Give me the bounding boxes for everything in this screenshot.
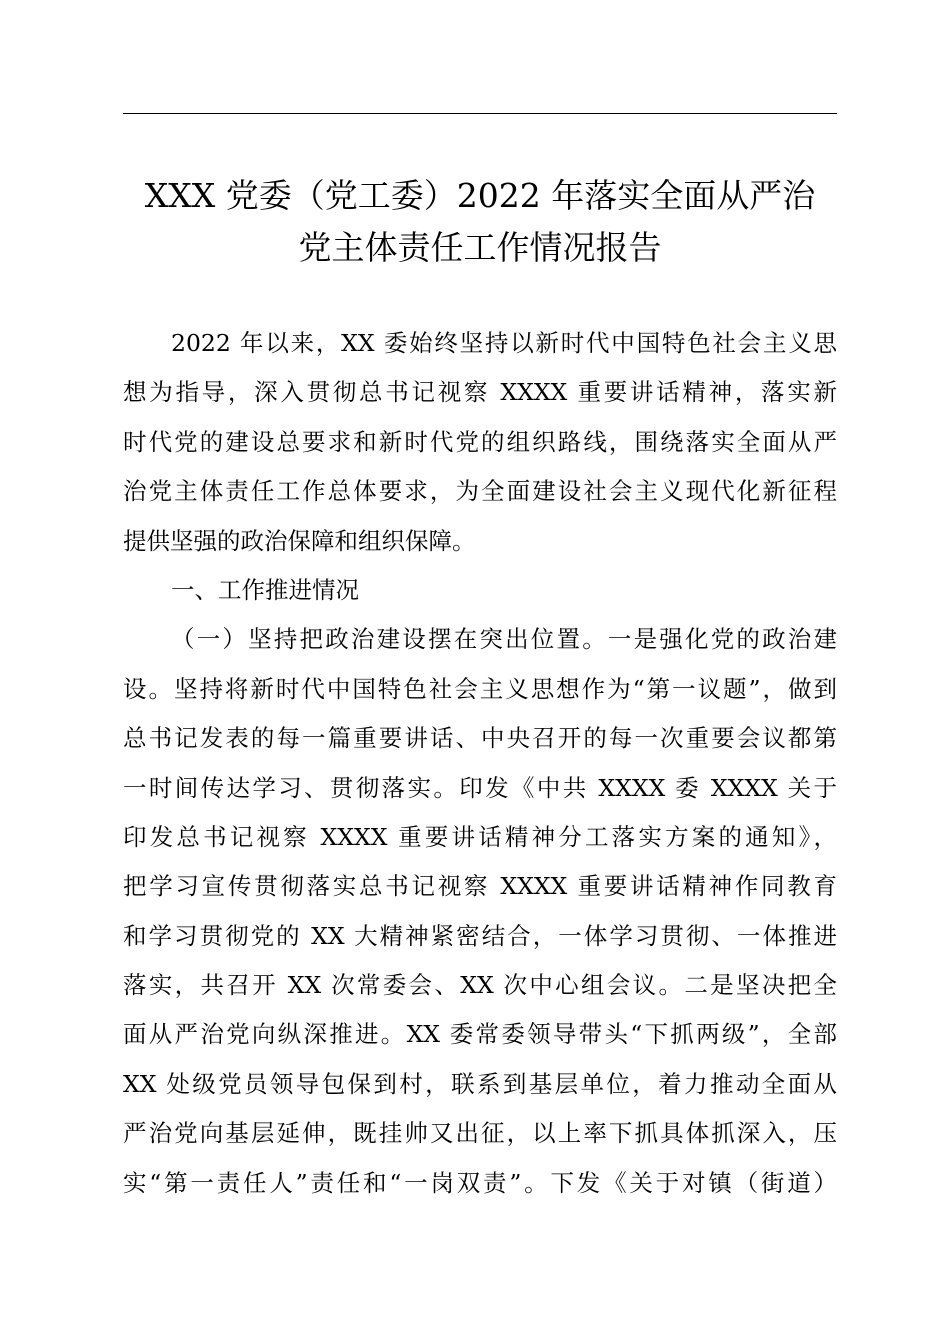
text-line: XX 处级党员领导包保到村，联系到基层单位，着力推动全面从 — [123, 1069, 837, 1098]
text-line: 治党主体责任工作总体要求，为全面建设社会主义现代化新征程 — [123, 477, 837, 506]
text-line: 把学习宣传贯彻落实总书记视察 XXXX 重要讲话精神作同教育 — [123, 872, 837, 901]
text-line: 2022 年以来，XX 委始终坚持以新时代中国特色社会主义思 — [171, 329, 837, 357]
text-line: 落实，共召开 XX 次常委会、XX 次中心组会议。二是坚决把全 — [123, 971, 837, 1000]
text-line: 想为指导，深入贯彻总书记视察 XXXX 重要讲话精神，落实新 — [123, 378, 837, 407]
paragraph-political-building — [123, 615, 837, 1208]
section-heading — [123, 566, 837, 615]
document-title — [123, 170, 837, 274]
text-line: 实“第一责任人”责任和“一岗双责”。下发《关于对镇（街道） — [123, 1168, 837, 1197]
text-line: 和学习贯彻党的 XX 大精神紧密结合，一体学习贯彻、一体推进 — [123, 921, 837, 950]
text-line: 设。坚持将新时代中国特色社会主义思想作为“第一议题”，做到 — [123, 674, 837, 703]
title-line-2: 党主体责任工作情况报告 — [298, 228, 662, 267]
document-body — [123, 319, 837, 1208]
header-rule — [123, 113, 837, 114]
text-line: 时代党的建设总要求和新时代党的组织路线，围绕落实全面从严 — [123, 427, 837, 456]
text-line: 印发总书记视察 XXXX 重要讲话精神分工落实方案的通知》， — [123, 822, 837, 851]
paragraph-intro — [123, 319, 837, 566]
text-line: 总书记发表的每一篇重要讲话、中央召开的每一次重要会议都第 — [123, 724, 837, 753]
title-line-1: XXX 党委（党工委）2022 年落实全面从严治 — [144, 176, 816, 215]
heading-line: 一、工作推进情况 — [171, 575, 359, 604]
text-line: 严治党向基层延伸，既挂帅又出征，以上率下抓具体抓深入，压 — [123, 1119, 837, 1148]
text-line: （一）坚持把政治建设摆在突出位置。一是强化党的政治建 — [171, 625, 837, 654]
text-line: 提供坚强的政治保障和组织保障。 — [123, 526, 476, 555]
text-line: 面从严治党向纵深推进。XX 委常委领导带头“下抓两级”，全部 — [123, 1020, 837, 1049]
text-line: 一时间传达学习、贯彻落实。印发《中共 XXXX 委 XXXX 关于 — [123, 773, 837, 802]
